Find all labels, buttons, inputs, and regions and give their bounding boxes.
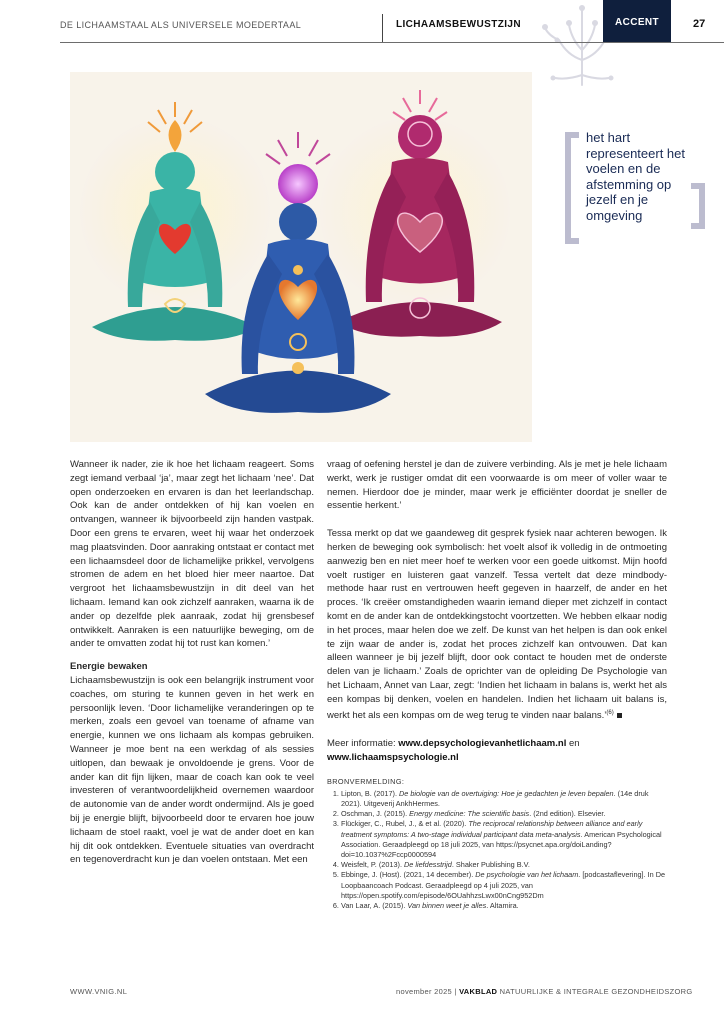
sources-section <box>327 777 667 912</box>
pull-quote-bracket-left <box>565 132 579 244</box>
more-info-and: en <box>566 737 580 749</box>
link-lichaamspsychologie[interactable]: www.lichaamspsychologie.nl <box>327 751 459 763</box>
source-item: 2. Oschman, J. (2015). Energy medicine: The scientific basis. (2nd edition). Elsevier. <box>341 809 667 819</box>
running-header-topic: LICHAAMSBEWUSTZIJN <box>396 19 521 30</box>
column2-paragraph-2 <box>327 527 667 722</box>
chakra-meditation-illustration <box>70 72 532 442</box>
footer-subtitle: NATUURLIJKE & INTEGRALE GEZONDHEIDSZORG <box>497 987 693 996</box>
article-column-1 <box>70 458 314 876</box>
article-end-mark <box>617 713 622 718</box>
source-item: 4. Weisfelt, P. (2013). De liefdesstrijd. Shaker Publishing B.V. <box>341 860 667 870</box>
page-number: 27 <box>693 18 706 30</box>
subheading-energie-bewaken: Energie bewaken <box>70 661 148 673</box>
meditating-figures-image <box>70 72 532 442</box>
column1-paragraph-2: Lichaamsbewustzijn is ook een belangrijk instrument voor coaches, om sturing te kunnen geven in het werk en persoonlijk leven. ‘Door lichamelijke veranderingen op te merken, zoals een gevoel van toename of afname van energie, kunnen we ons lichaam als kompas gebruiken. Wanneer je moe bent na een werkdag of als sessies uitlopen, dan bewaak je onvoldoende je grens. Voor de ander kan dit fijn lijken, maar de coach kan ook te veel investeren of verantwoordelijkheid overnemen waardoor de autonomie van de ander wordt ondermijnd. Als je goed bij je energie blijft, bijvoorbeeld door te ervaren hoe jouw lichaam de stoel raakt, voel je wat de ander doet en kan hij dit ook ontdekken. Eventuele situaties van overdracht en tegenoverdracht kun je dan voelen ontstaan. Met een <box>70 674 314 866</box>
sources-title: BRONVERMELDING: <box>327 776 405 786</box>
column2-paragraph-2-text: Tessa merkt op dat we gaandeweg dit gesprek fysiek naar achteren bewogen. Ik herken de beweging ook symbolisch: het voelt alsof ik volledig in de ontmoeting aanwezig ben en niet meer hoef te werken voor een goede uitkomst. Mijn hoofd voelt rustiger en luisteren gaat vanzelf. Tessa vertelt dat deze mindbody-methode haar rust en vertrouwen heeft gegeven in haarzelf, de ander en het proces. ‘Ik creëer omstandigheden waarin iemand dieper met zichzelf in contact komt en de ander kan de ontdekkingstocht voortzetten. We hebben elkaar nodig in het proces, maar helen doe we zelf. De kunst van het helpen is dan ook enkel te zijn waar de ander is, zodat het proces zichzelf kan ontvouwen. Dat kan alleen wanneer je bij jezelf blijft, door ook contact te houden met de onderste delen van je lichaam.’ Zoals de oprichter van de opleiding De Psychologie van het Lichaam, Annet van Laar, zegt: ‘Indien het lichaam in balans is, werkt het als een kompas bij denken, voelen en handelen. Indien het lichaam uit balans is, werkt het als een kompas om de weg terug te vinden naar balans.’ <box>327 528 667 721</box>
footer-magazine: VAKBLAD <box>459 987 498 996</box>
footnote-ref: (6) <box>606 709 614 716</box>
article-column-2 <box>327 458 667 911</box>
footer-publication <box>396 987 693 996</box>
footer-date: november 2025 <box>396 987 453 996</box>
footer-website[interactable]: WWW.VNIG.NL <box>70 987 128 996</box>
column2-paragraph-1: vraag of oefening herstel je dan de zuivere verbinding. Als je met je hele lichaam werkt, werk je rustiger omdat dit een voorwaarde is om meer of voller waar te nemen. Hierdoor doe je minder, maar werk je efficiënter doordat je sneller de essentie herkent.’ <box>327 459 667 512</box>
source-item: 3. Flückiger, C., Rubel, J., & et al. (2020). The reciprocal relationship between alliance and early treatment symptoms: A two-stage individual participant data meta-analysis. American Psychological Association. Geraadpleegd op 18 juli 2025, van https://psycnet.apa.org/doiLanding?doi=10.1037%2Fccp0000594 <box>341 819 667 860</box>
more-info-label: Meer informatie: <box>327 737 399 749</box>
source-item: 6. Van Laar, A. (2015). Van binnen weet je alles. Altamira. <box>341 901 667 911</box>
footer-separator: | <box>452 987 460 996</box>
pull-quote: het hart representeert het voelen en de afstemming op jezelf en je omgeving <box>586 130 686 223</box>
source-item: 5. Ebbinge, J. (Host). (2021, 14 december). De psychologie van het lichaam. [podcastaflevering]. In De Loopbaancoach Podcast. Geraadpleegd op 4 juli 2025, van https://open.spotify.com/episode/6OUahhzsLwx00nCng952Dm <box>341 870 667 901</box>
sources-list <box>327 789 667 911</box>
running-header-section: DE LICHAAMSTAAL ALS UNIVERSELE MOEDERTAAL <box>60 20 302 30</box>
column1-paragraph-1: Wanneer ik nader, zie ik hoe het lichaam reageert. Soms zegt iemand verbaal ‘ja’, maar zegt het lichaam ‘nee’. Dat open onderzoeken en ervaren is dan het leerlandschap. Ook kan de ander ontdekken of hij kan voelen en ontvangen, wanneer ik bijvoorbeeld zijn handen vastpak. Door een grens te ervaren, weet hij waar het onderzoek mag plaatsvinden. Door aanraking ontstaat er contact met een lichaamsdeel door de lichamelijke prikkel, vervolgens stromen de adem en het bloed hier meer naartoe. Dat vergroot het lichaamsbewustzijn in dit deel van het lichaam. Iemand kan ook zichzelf aanraken, waarna ik de ander op dezelfde plek aanraak, zodat hij grensbesef ontwikkelt. Aanraken is een natuurlijke beweging, om de ander te omvatten zodat hij tot rust kan komen.’ <box>70 459 314 650</box>
more-info <box>327 737 667 765</box>
header-divider <box>382 14 383 43</box>
link-depsychologievanhetlichaam[interactable]: www.depsychologievanhetlichaam.nl <box>398 737 567 749</box>
header-rule <box>60 42 724 43</box>
source-item: 1. Lipton, B. (2017). De biologie van de overtuiging: Hoe je gedachten je leven bepalen. (14e druk 2021). Uitgeverij AnkhHermes. <box>341 789 667 809</box>
accent-label: ACCENT <box>614 17 660 28</box>
